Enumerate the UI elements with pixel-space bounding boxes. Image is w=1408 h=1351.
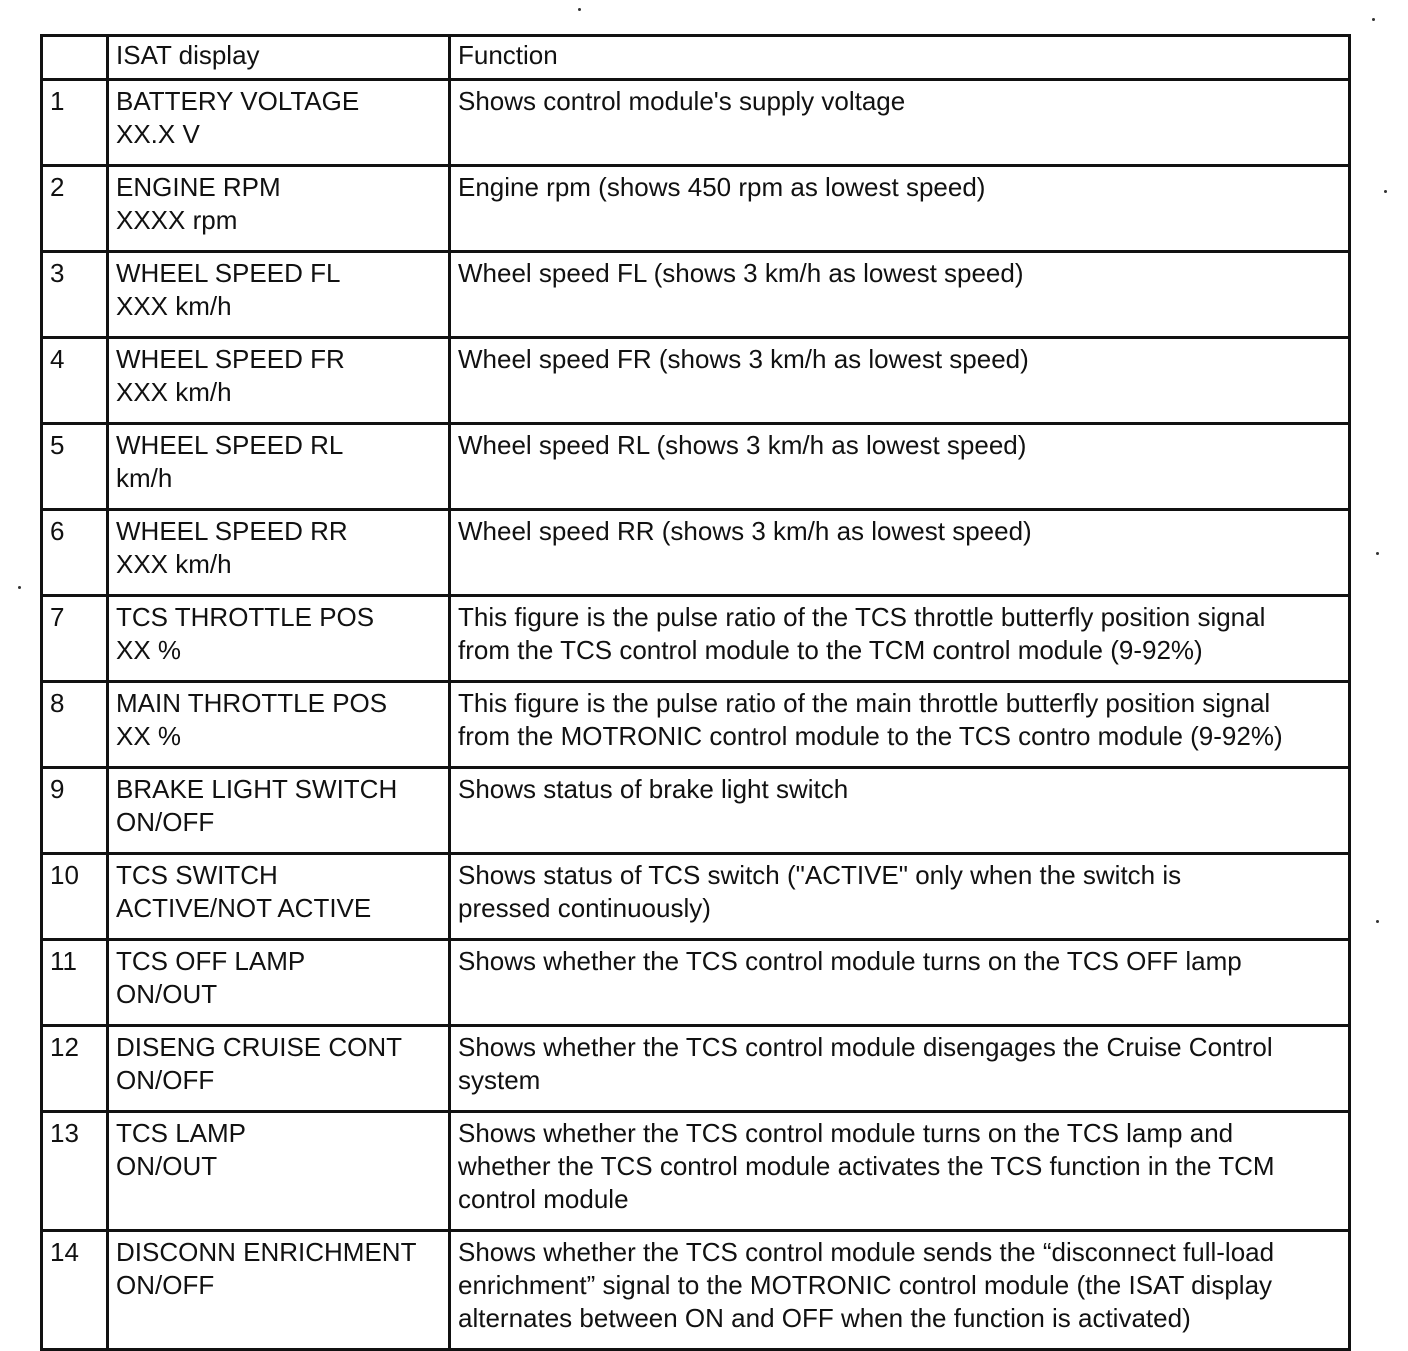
function-line: Wheel speed RL (shows 3 km/h as lowest speed): [458, 430, 1027, 460]
scan-speck: [18, 586, 21, 589]
function-cell: [450, 1112, 1350, 1231]
table-row: [42, 338, 1350, 424]
table-row: [42, 682, 1350, 768]
document-page: [40, 34, 1348, 1351]
isat-display-cell: [108, 854, 450, 940]
isat-display-cell: [108, 510, 450, 596]
function-line: control module: [458, 1184, 629, 1214]
isat-display-line: XXX km/h: [116, 549, 232, 579]
isat-display-cell: [108, 768, 450, 854]
isat-display-line: TCS LAMP: [116, 1118, 247, 1148]
table-row: [42, 1112, 1350, 1231]
table-row: [42, 768, 1350, 854]
isat-display-cell: [108, 1231, 450, 1350]
isat-display-line: WHEEL SPEED FR: [116, 344, 345, 374]
scan-speck: [578, 8, 581, 11]
isat-display-line: TCS OFF LAMP: [116, 946, 306, 976]
function-line: pressed continuously): [458, 893, 711, 923]
table-row: [42, 510, 1350, 596]
scan-speck: [1372, 18, 1375, 21]
scan-speck: [1376, 920, 1379, 923]
table-row: [42, 596, 1350, 682]
row-number: 12: [42, 1026, 108, 1112]
function-cell: [450, 854, 1350, 940]
function-line: Wheel speed RR (shows 3 km/h as lowest speed): [458, 516, 1032, 546]
header-cell-number: [42, 36, 108, 80]
isat-display-line: XX %: [116, 635, 182, 665]
isat-display-line: ON/OFF: [116, 1065, 215, 1095]
isat-display-line: XX %: [116, 721, 182, 751]
function-line: from the TCS control module to the TCM control module (9-92%): [458, 635, 1203, 665]
function-line: Shows status of TCS switch ("ACTIVE" only when the switch is: [458, 860, 1182, 890]
function-line: Wheel speed FR (shows 3 km/h as lowest speed): [458, 344, 1029, 374]
isat-display-line: TCS THROTTLE POS: [116, 602, 375, 632]
row-number: 9: [42, 768, 108, 854]
table-row: [42, 80, 1350, 166]
function-line: Shows control module's supply voltage: [458, 86, 906, 116]
function-line: whether the TCS control module activates the TCS function in the TCM: [458, 1151, 1275, 1181]
table-row: [42, 252, 1350, 338]
scan-speck: [1376, 552, 1379, 555]
isat-display-line: ON/OFF: [116, 807, 215, 837]
isat-display-line: WHEEL SPEED RR: [116, 516, 348, 546]
table-row: [42, 854, 1350, 940]
scan-speck: [1384, 190, 1387, 193]
row-number: 8: [42, 682, 108, 768]
row-number: 10: [42, 854, 108, 940]
header-row: [42, 36, 1350, 80]
isat-display-line: BRAKE LIGHT SWITCH: [116, 774, 398, 804]
function-cell: [450, 424, 1350, 510]
table-row: [42, 166, 1350, 252]
function-cell: [450, 596, 1350, 682]
row-number: 3: [42, 252, 108, 338]
isat-display-line: XXX km/h: [116, 377, 232, 407]
function-cell: [450, 940, 1350, 1026]
isat-display-line: BATTERY VOLTAGE: [116, 86, 360, 116]
table-body: [42, 36, 1350, 1350]
isat-display-line: MAIN THROTTLE POS: [116, 688, 388, 718]
table-row: [42, 1026, 1350, 1112]
isat-display-line: XX.X V: [116, 119, 200, 149]
isat-function-table: [40, 34, 1351, 1351]
isat-display-cell: [108, 1112, 450, 1231]
header-cell-isat-display: ISAT display: [108, 36, 450, 80]
function-line: Shows whether the TCS control module disengages the Cruise Control: [458, 1032, 1273, 1062]
isat-display-line: ENGINE RPM: [116, 172, 281, 202]
table-row: [42, 940, 1350, 1026]
function-line: Engine rpm (shows 450 rpm as lowest speed): [458, 172, 986, 202]
isat-display-cell: [108, 166, 450, 252]
isat-display-line: TCS SWITCH: [116, 860, 278, 890]
function-cell: [450, 510, 1350, 596]
function-cell: [450, 768, 1350, 854]
function-line: This figure is the pulse ratio of the TCS throttle butterfly position signal: [458, 602, 1266, 632]
table-row: [42, 1231, 1350, 1350]
row-number: 11: [42, 940, 108, 1026]
function-line: alternates between ON and OFF when the function is activated): [458, 1303, 1191, 1333]
isat-display-cell: [108, 424, 450, 510]
header-cell-function: Function: [450, 36, 1350, 80]
isat-display-line: WHEEL SPEED FL: [116, 258, 341, 288]
function-line: Shows whether the TCS control module turns on the TCS OFF lamp: [458, 946, 1242, 976]
function-line: Shows status of brake light switch: [458, 774, 849, 804]
function-line: Shows whether the TCS control module turns on the TCS lamp and: [458, 1118, 1234, 1148]
function-cell: [450, 1026, 1350, 1112]
function-line: Shows whether the TCS control module sends the “disconnect full-load: [458, 1237, 1275, 1267]
function-cell: [450, 252, 1350, 338]
function-line: This figure is the pulse ratio of the main throttle butterfly position signal: [458, 688, 1271, 718]
isat-display-cell: [108, 596, 450, 682]
row-number: 4: [42, 338, 108, 424]
row-number: 5: [42, 424, 108, 510]
function-line: Wheel speed FL (shows 3 km/h as lowest speed): [458, 258, 1024, 288]
isat-display-line: ON/OUT: [116, 1151, 218, 1181]
isat-display-line: ACTIVE/NOT ACTIVE: [116, 893, 372, 923]
row-number: 1: [42, 80, 108, 166]
isat-display-line: XXX km/h: [116, 291, 232, 321]
isat-display-line: ON/OUT: [116, 979, 218, 1009]
function-cell: [450, 682, 1350, 768]
function-cell: [450, 166, 1350, 252]
isat-display-line: DISENG CRUISE CONT: [116, 1032, 403, 1062]
isat-display-cell: [108, 1026, 450, 1112]
row-number: 2: [42, 166, 108, 252]
function-cell: [450, 338, 1350, 424]
row-number: 6: [42, 510, 108, 596]
isat-display-cell: [108, 940, 450, 1026]
table-row: [42, 424, 1350, 510]
isat-display-line: XXXX rpm: [116, 205, 238, 235]
function-cell: [450, 1231, 1350, 1350]
function-line: enrichment” signal to the MOTRONIC control module (the ISAT display: [458, 1270, 1273, 1300]
isat-display-line: km/h: [116, 463, 173, 493]
row-number: 13: [42, 1112, 108, 1231]
isat-display-cell: [108, 338, 450, 424]
isat-display-cell: [108, 80, 450, 166]
isat-display-line: WHEEL SPEED RL: [116, 430, 344, 460]
isat-display-cell: [108, 252, 450, 338]
function-line: system: [458, 1065, 541, 1095]
function-cell: [450, 80, 1350, 166]
row-number: 14: [42, 1231, 108, 1350]
isat-display-line: DISCONN ENRICHMENT: [116, 1237, 417, 1267]
isat-display-cell: [108, 682, 450, 768]
row-number: 7: [42, 596, 108, 682]
isat-display-line: ON/OFF: [116, 1270, 215, 1300]
function-line: from the MOTRONIC control module to the TCS contro module (9-92%): [458, 721, 1283, 751]
